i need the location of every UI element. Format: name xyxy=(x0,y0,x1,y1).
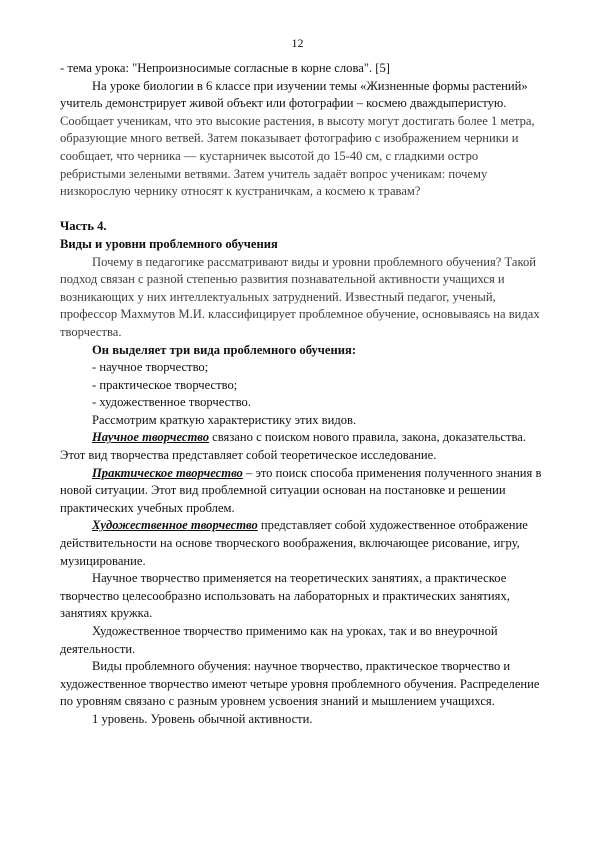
level-one-line: 1 уровень. Уровень обычной активности. xyxy=(92,711,313,726)
practical-creativity-text: – это поиск способа применения полученного знания в новой ситуации. Этот вид проблемной ситуации основан на постановке и решении практических учебных проблем. xyxy=(60,465,542,515)
scientific-creativity-term: Научное творчество xyxy=(92,430,210,445)
artistic-creativity-paragraph xyxy=(60,517,544,570)
types-list-item: - художественное творчество. xyxy=(92,395,251,410)
page-number: 12 xyxy=(291,36,304,50)
types-list-item: - практическое творчество; xyxy=(92,377,238,392)
three-types-heading: Он выделяет три вида проблемного обучения: xyxy=(92,342,357,357)
blank-line xyxy=(60,201,544,219)
review-line: Рассмотрим краткую характеристику этих видов. xyxy=(92,412,357,427)
biology-example-rest: Сообщает ученикам, что это высокие растения, в высоту могут достигать более 1 метра, образующие много ветвей. Затем показывает фотографию с изображением черники и сообщает, что черника — кустарничек высотой до 15-40 см, с гладкими остро ребристыми зелеными ветвями. Затем учитель задаёт вопрос ученикам: почему низкорослую чернику относят к кустраничкам, а космею к травам? xyxy=(60,113,535,199)
scientific-creativity-text: связано с поиском нового правила, закона, доказательства. Этот вид творчества представляет собой теоретическое исследование. xyxy=(60,430,526,463)
scientific-creativity-paragraph xyxy=(60,429,544,464)
biology-example-lead: На уроке биологии в 6 классе при изучении темы «Жизненные формы растений» учитель демонстрирует живой объект или фотографии – космею дваждыперистую. xyxy=(60,78,528,111)
intro-paragraph: Почему в педагогике рассматривают виды и уровни проблемного обучения? Такой подход связан с разной степенью развития познавательной активности учащихся и возникающих у них интеллектуальных затруднений. Известный педагог, ученый, профессор Махмутов М.И. классифицирует проблемное обучение, основываясь на видах творчества. xyxy=(60,254,540,339)
artistic-creativity-text: представляет собой художественное отображение действительности на основе творческого воображения, включающее рисование, игру, музицирование. xyxy=(60,518,528,568)
lesson-topic-line: - тема урока: "Непроизносимые согласные в корне слова". [5] xyxy=(60,61,390,75)
artistic-creativity-term: Художественное творчество xyxy=(92,518,258,533)
levels-paragraph: Виды проблемного обучения: научное творчество, практическое творчество и художественное творчество имеют четыре уровня проблемного обучения. Распределение по уровням связано с разным уровнем усвоения знаний и мышлением учащихся. xyxy=(60,659,540,709)
application-paragraph: Научное творчество применяется на теоретических занятиях, а практическое творчество целесообразно использовать на лабораторных и практических занятиях, занятиях кружка. xyxy=(60,571,510,621)
biology-example-paragraph xyxy=(60,78,544,201)
practical-creativity-term: Практическое творчество xyxy=(92,465,243,480)
section-heading: Виды и уровни проблемного обучения xyxy=(60,236,278,251)
types-list-item: - научное творчество; xyxy=(92,360,209,375)
part-heading: Часть 4. xyxy=(60,219,107,234)
practical-creativity-paragraph xyxy=(60,465,544,518)
artistic-application-paragraph: Художественное творчество применимо как на уроках, так и во внеурочной деятельности. xyxy=(60,624,498,656)
page-body xyxy=(60,60,544,729)
